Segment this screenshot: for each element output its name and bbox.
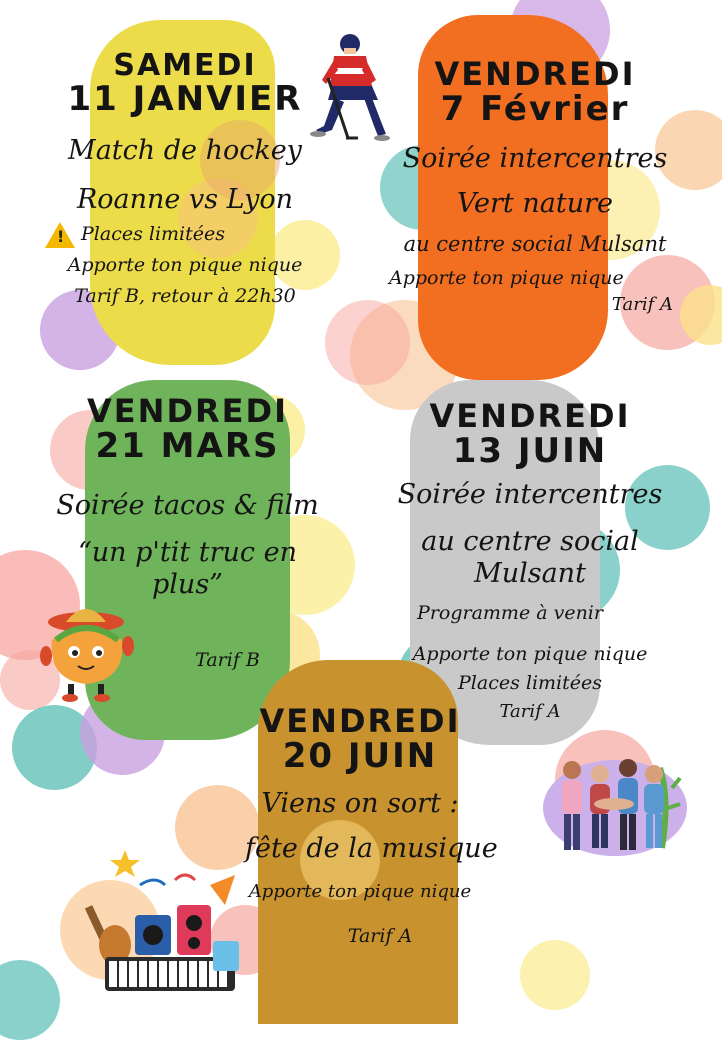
event-note: Tarif A — [499, 700, 561, 722]
event-subtitle: “un p'tit truc en plus” — [77, 536, 297, 601]
bg-dot — [520, 940, 590, 1010]
warning-icon — [45, 222, 75, 248]
event-note: Tarif B, retour à 22h30 — [74, 284, 296, 307]
hockey-player-icon — [298, 30, 393, 145]
event-note: Apporte ton pique nique — [389, 267, 624, 290]
event-date-day: VENDREDI — [259, 702, 461, 740]
event-date: 13 JUIN — [452, 430, 608, 471]
event-card-fete-musique — [245, 702, 498, 947]
event-date-day: VENDREDI — [429, 397, 631, 435]
event-title: Soirée intercentres — [402, 143, 668, 175]
event-date: 7 Février — [440, 88, 630, 129]
event-subtitle: au centre social Mulsant — [421, 525, 639, 590]
event-date: 20 JUIN — [282, 735, 438, 776]
event-note: Tarif A — [611, 294, 673, 316]
event-subtitle: fête de la musique — [245, 832, 498, 864]
event-date: 21 MARS — [95, 425, 280, 466]
event-subtitle: Vert nature — [457, 187, 613, 219]
bg-dot — [0, 960, 60, 1040]
event-note: Tarif B — [195, 649, 260, 672]
event-note-text: Places limitées — [81, 222, 225, 245]
taco-icon — [38, 600, 138, 705]
event-title: Match de hockey — [68, 135, 302, 167]
event-note: Programme à venir — [417, 602, 603, 625]
event-date: 11 JANVIER — [67, 78, 303, 119]
event-title: Soirée tacos & film — [56, 490, 319, 522]
event-subtitle: Roanne vs Lyon — [76, 183, 294, 215]
event-date-day: SAMEDI — [113, 48, 257, 83]
event-note: Places limitées — [458, 672, 602, 695]
friends-group-icon — [540, 748, 690, 858]
event-note: Apporte ton pique nique — [248, 881, 472, 903]
event-note: au centre social Mulsant — [403, 232, 667, 257]
event-title: Soirée intercentres — [397, 479, 663, 511]
event-note: Apporte ton pique nique — [412, 643, 648, 666]
event-date-day: VENDREDI — [434, 55, 636, 93]
event-date-day: VENDREDI — [87, 392, 288, 430]
event-note: Apporte ton pique nique — [67, 253, 303, 276]
event-note — [40, 222, 330, 248]
event-card-hockey — [40, 50, 330, 308]
event-card-vert-nature — [385, 55, 685, 316]
event-card-intercentres-juin — [365, 397, 695, 722]
event-title: Viens on sort : — [261, 788, 459, 820]
event-note: Tarif A — [347, 924, 413, 947]
music-instruments-icon — [85, 845, 245, 1005]
